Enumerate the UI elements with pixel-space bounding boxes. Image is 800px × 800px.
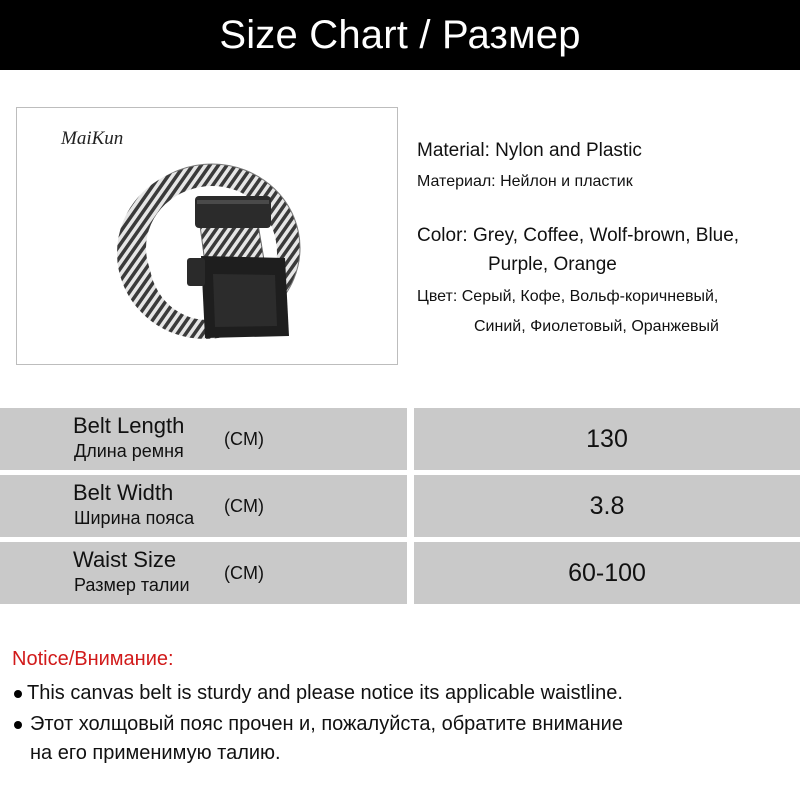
unit-label: (CM) bbox=[224, 429, 264, 449]
row-value-cell: 60-100 bbox=[414, 542, 800, 604]
bullet-icon bbox=[14, 690, 22, 698]
unit-label: (CM) bbox=[224, 563, 264, 583]
notice-title: Notice/Внимание: bbox=[12, 648, 174, 670]
table-row bbox=[0, 408, 800, 470]
row-label-cell bbox=[0, 408, 407, 470]
notice-line-ru-1: Этот холщовый пояс прочен и, пожалуйста, обратите внимание bbox=[30, 713, 623, 735]
color-ru-line-2: Синий, Фиолетовый, Оранжевый bbox=[474, 318, 719, 335]
title-bar bbox=[0, 0, 800, 70]
material-en: Material: Nylon and Plastic bbox=[417, 140, 642, 161]
product-photo bbox=[16, 107, 398, 365]
label-en: Belt Length bbox=[73, 413, 185, 438]
row-value-cell: 3.8 bbox=[414, 475, 800, 537]
material-ru: Материал: Нейлон и пластик bbox=[417, 173, 633, 190]
row-label-cell bbox=[0, 542, 407, 604]
unit-label: (CM) bbox=[224, 496, 264, 516]
bullet-icon bbox=[14, 721, 22, 729]
label-ru: Размер талии bbox=[74, 575, 190, 595]
row-value-cell: 130 bbox=[414, 408, 800, 470]
notice-line-ru-2: на его применимую талию. bbox=[30, 742, 281, 764]
row-label-cell bbox=[0, 475, 407, 537]
notice-line-en: This canvas belt is sturdy and please notice its applicable waistline. bbox=[27, 682, 623, 704]
table-row bbox=[0, 475, 800, 537]
color-en-line-1: Color: Grey, Coffee, Wolf-brown, Blue, bbox=[417, 225, 740, 246]
label-ru: Длина ремня bbox=[74, 441, 184, 461]
color-ru-line-1: Цвет: Серый, Кофе, Вольф-коричневый, bbox=[417, 288, 719, 305]
brand-logo: MaiKun bbox=[61, 128, 124, 149]
label-en: Belt Width bbox=[73, 480, 174, 505]
color-en-line-2: Purple, Orange bbox=[488, 254, 617, 275]
page-title: Size Chart / Размер bbox=[219, 12, 581, 57]
label-en: Waist Size bbox=[73, 547, 177, 572]
label-ru: Ширина пояса bbox=[74, 508, 195, 528]
table-row bbox=[0, 542, 800, 604]
